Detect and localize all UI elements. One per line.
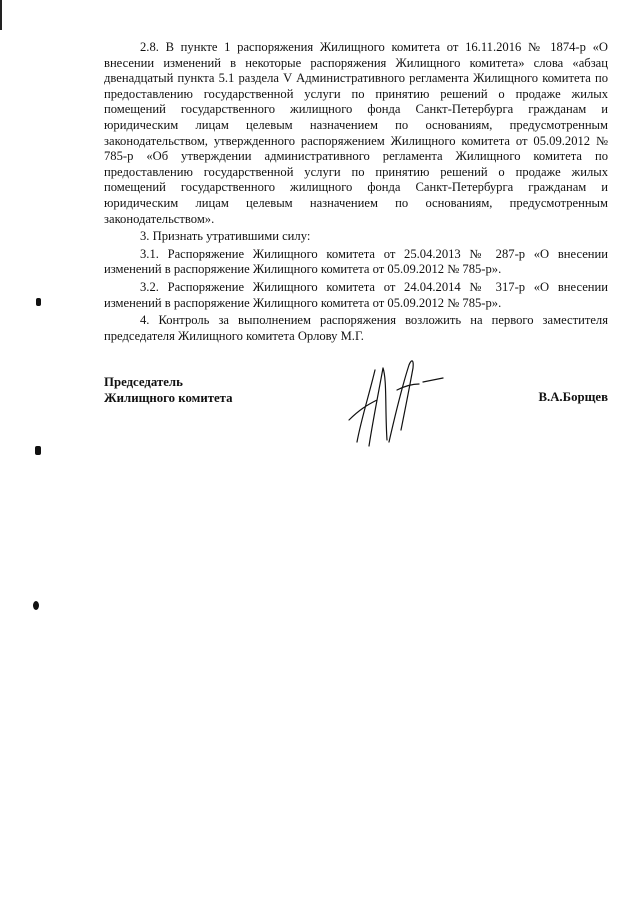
signatory-name: В.А.Борщев: [538, 390, 608, 404]
paragraph-4: 4. Контроль за выполнением распоряжения возложить на первого заместителя председателя Жилищного комитета Орлову М.Г.: [104, 313, 608, 343]
paragraph-3: 3. Признать утратившими силу:: [140, 229, 311, 244]
punch-mark-2: [35, 446, 41, 455]
handwritten-signature: [339, 350, 449, 450]
document-body: [104, 40, 608, 344]
paragraph-3-1: 3.1. Распоряжение Жилищного комитета от 25.04.2013 № 287-р «О внесении изменений в распоряжение Жилищного комитета от 05.09.2012 № 785-р».: [104, 246, 608, 277]
signatory-title-line1: Председатель: [104, 375, 183, 389]
signatory-title: [104, 375, 233, 406]
paragraph-2-8: 2.8. В пункте 1 распоряжения Жилищного комитета от 16.11.2016 № 1874-р «О внесении изменений в некоторые распоряжения Жилищного комитета» слова «абзац двенадцатый пункта 5.1 раздела V Административного регламента Жилищного комитета по предоставлению государственной услуги по принятию решений о продаже жилых помещений государственного жилищного фонда Санкт-Петербурга гражданам и юридическим лицам целевым назначением по основаниям, предусмотренным законодательством, утвержденного распоряжением Жилищного комитета от 05.09.2012 № 785-р «Об утверждении административного регламента Жилищного комитета по предоставлению государственной услуги по принятию решений о продаже жилых помещений государственного жилищного фонда Санкт-Петербурга гражданам и юридическим лицам целевым назначением по основаниям, предусмотренным законодательством».: [104, 40, 608, 226]
punch-mark-1: [36, 298, 41, 306]
scan-edge-mark: [0, 0, 2, 30]
paragraph-3-2: 3.2. Распоряжение Жилищного комитета от 24.04.2014 № 317-р «О внесении изменений в распоряжение Жилищного комитета от 05.09.2012 № 785-р».: [104, 279, 608, 310]
punch-mark-3: [33, 601, 39, 610]
signature-block: [104, 375, 608, 455]
signatory-title-line2: Жилищного комитета: [104, 390, 233, 405]
